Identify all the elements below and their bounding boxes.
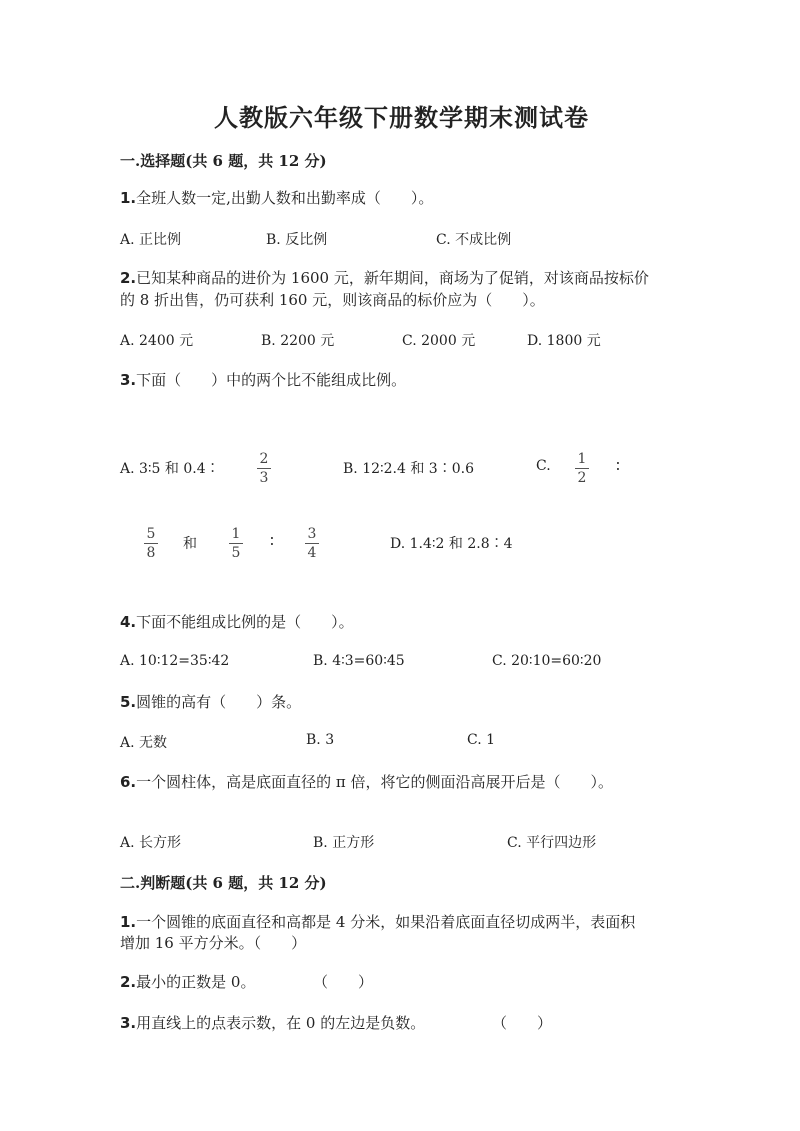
numerator: 5	[146, 526, 156, 542]
answer-parentheses: （ ）	[492, 1014, 553, 1032]
question-text: 用直线上的点表示数，在 0 的左边是负数。	[136, 1014, 426, 1032]
question-3	[120, 369, 406, 391]
option-a: A. 2400 元	[120, 333, 194, 349]
question-number: 5.	[120, 693, 137, 711]
option-a: A. 长方形	[120, 835, 182, 851]
option-c: C. 不成比例	[436, 232, 512, 248]
question-number: 4.	[120, 613, 137, 631]
question-number: 1.	[120, 913, 137, 931]
fraction-1-2	[574, 451, 590, 486]
page-title: 人教版六年级下册数学期末测试卷	[214, 103, 589, 132]
denominator: 3	[259, 470, 269, 486]
option-b: B. 正方形	[313, 835, 375, 851]
question-text: 全班人数一定,出勤人数和出勤率成（ ）。	[136, 189, 434, 207]
question-number: 6.	[120, 773, 137, 791]
judgment-2	[120, 971, 255, 993]
fraction-3-4	[304, 526, 320, 561]
answer-parentheses: （ ）	[313, 973, 374, 991]
question-4	[120, 611, 354, 633]
option-b: B. 4∶3=60∶45	[313, 653, 405, 669]
question-text: 最小的正数是 0。	[136, 973, 256, 991]
option-c: C.	[536, 458, 551, 474]
option-c: C. 20∶10=60∶20	[492, 653, 602, 669]
question-number: 1.	[120, 189, 137, 207]
option-c: C. 2000 元	[402, 333, 476, 349]
question-text: 下面（ ）中的两个比不能组成比例。	[136, 371, 407, 389]
section-heading-choice: 一.选择题(共 6 题，共 12 分)	[120, 152, 327, 170]
denominator: 5	[231, 545, 241, 561]
option-d: D. 1.4∶2 和 2.8∶4	[390, 536, 513, 552]
section-heading-judgment: 二.判断题(共 6 题，共 12 分)	[120, 874, 327, 892]
question-number: 2.	[120, 269, 137, 287]
numerator: 1	[577, 451, 587, 467]
judgment-1	[120, 911, 635, 933]
question-text: 一个圆柱体，高是底面直径的 π 倍，将它的侧面沿高展开后是（ ）。	[136, 773, 614, 791]
judgment-1-line2: 增加 16 平方分米。（ ）	[120, 934, 307, 952]
option-a: A. 3∶5 和 0.4∶	[120, 461, 220, 477]
and-text: 和	[183, 536, 197, 552]
denominator: 4	[307, 545, 317, 561]
ratio-colon: ∶	[270, 532, 274, 550]
question-2	[120, 267, 649, 289]
question-text-line1: 已知某种商品的进价为 1600 元，新年期间，商场为了促销，对该商品按标价	[136, 269, 649, 287]
judgment-3	[120, 1012, 425, 1034]
numerator: 3	[307, 526, 317, 542]
question-6	[120, 771, 613, 793]
denominator: 8	[146, 545, 156, 561]
question-text: 圆锥的高有（ ）条。	[136, 693, 302, 711]
option-d: D. 1800 元	[527, 333, 601, 349]
option-b: B. 3	[306, 732, 335, 748]
fraction-1-5	[228, 526, 244, 561]
option-c: C. 1	[467, 732, 496, 748]
option-b: B. 12∶2.4 和 3∶0.6	[343, 461, 474, 477]
fraction-2-3	[256, 451, 272, 486]
option-b: B. 反比例	[266, 232, 328, 248]
option-a: A. 10∶12=35∶42	[120, 653, 230, 669]
numerator: 1	[231, 526, 241, 542]
question-1	[120, 187, 433, 209]
denominator: 2	[577, 470, 587, 486]
question-number: 3.	[120, 371, 137, 389]
question-text: 下面不能组成比例的是（ ）。	[136, 613, 354, 631]
option-b: B. 2200 元	[261, 333, 335, 349]
option-a: A. 正比例	[120, 232, 182, 248]
ratio-colon: ∶	[616, 457, 620, 475]
option-a: A. 无数	[120, 735, 168, 751]
question-number: 3.	[120, 1014, 137, 1032]
question-5	[120, 691, 301, 713]
question-text-line1: 一个圆锥的底面直径和高都是 4 分米，如果沿着底面直径切成两半，表面积	[136, 913, 636, 931]
fraction-5-8	[143, 526, 159, 561]
numerator: 2	[259, 451, 269, 467]
question-number: 2.	[120, 973, 137, 991]
option-c: C. 平行四边形	[507, 835, 597, 851]
question-2-line2: 的 8 折出售，仍可获利 160 元，则该商品的标价应为（ ）。	[120, 291, 545, 309]
